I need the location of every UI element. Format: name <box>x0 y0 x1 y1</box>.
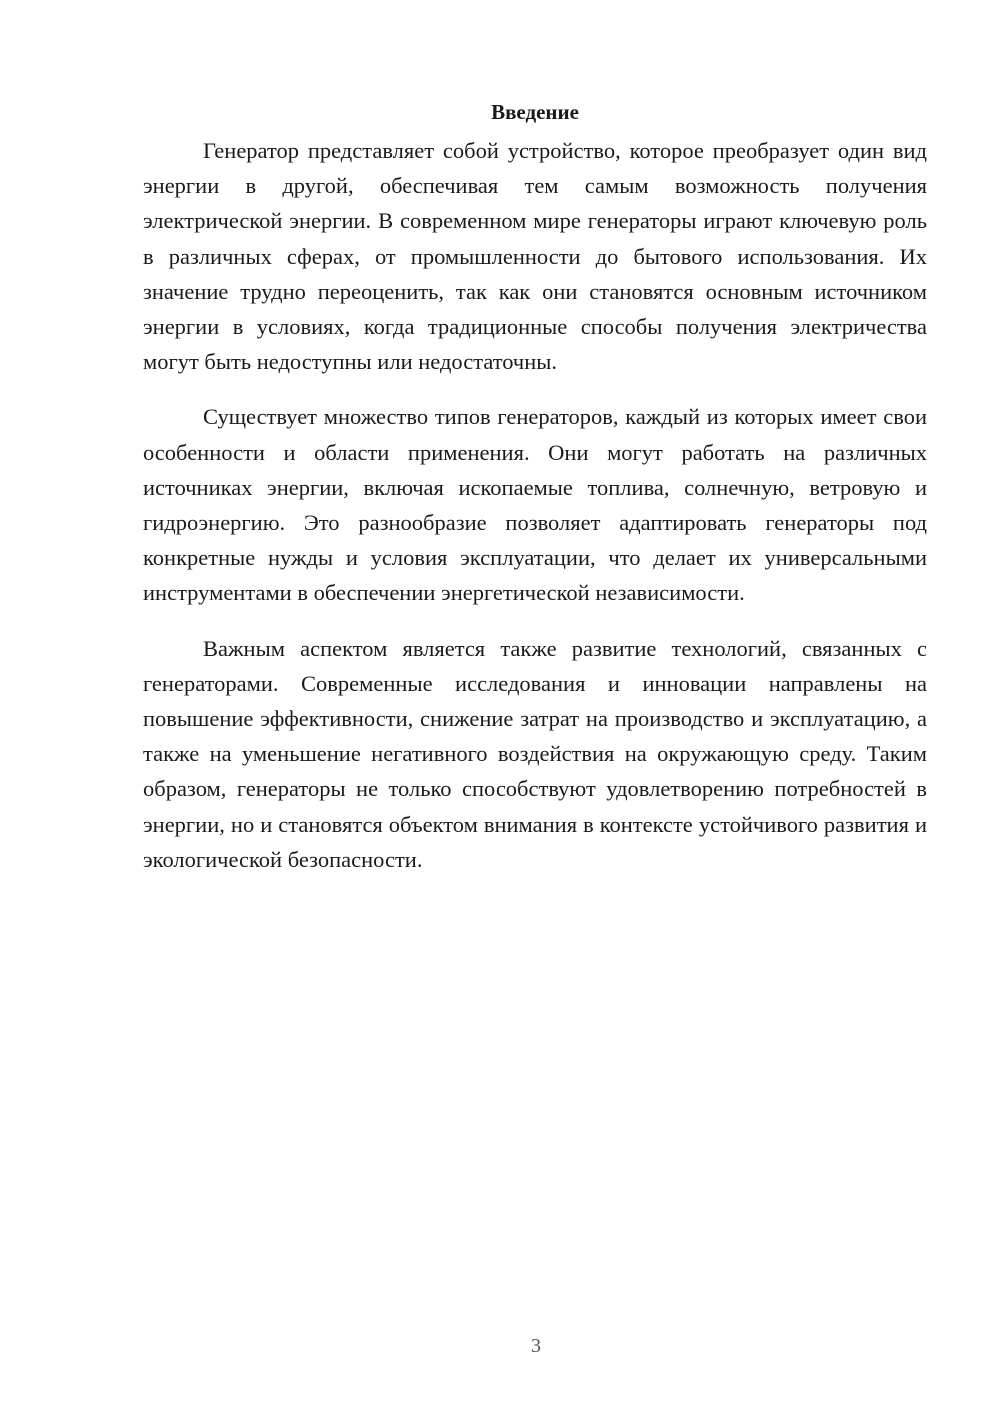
paragraph-3: Важным аспектом является также развитие технологий, связанных с генераторами. Современные исследования и инновации направлены на повышение эффективности, снижение затрат на производство и эксплуатацию, а также на уменьшение негативного воздействия на окружающую среду. Таким образом, генераторы не только способствуют удовлетворению потребностей в энергии, но и становятся объектом внимания в контексте устойчивого развития и экологической безопасности. <box>143 635 927 872</box>
paragraph-2: Существует множество типов генераторов, каждый из которых имеет свои особенности и области применения. Они могут работать на различных источниках энергии, включая ископаемые топлива, солнечную, ветровую и гидроэнергию. Это разнообразие позволяет адаптировать генераторы под конкретные нужды и условия эксплуатации, что делает их универсальными инструментами в обеспечении энергетической независимости. <box>143 404 927 606</box>
page-number: 3 <box>531 1335 541 1357</box>
section-title: Введение <box>491 100 579 124</box>
paragraph-1: Генератор представляет собой устройство, которое преобразует один вид энергии в другой, обеспечивая тем самым возможность получения электрической энергии. В современном мире генераторы играют ключевую роль в различных сферах, от промышленности до бытового использования. Их значение трудно переоценить, так как они становятся основным источником энергии в условиях, когда традиционные способы получения электричества могут быть недоступны или недостаточны. <box>143 138 927 375</box>
page-content <box>143 97 927 897</box>
